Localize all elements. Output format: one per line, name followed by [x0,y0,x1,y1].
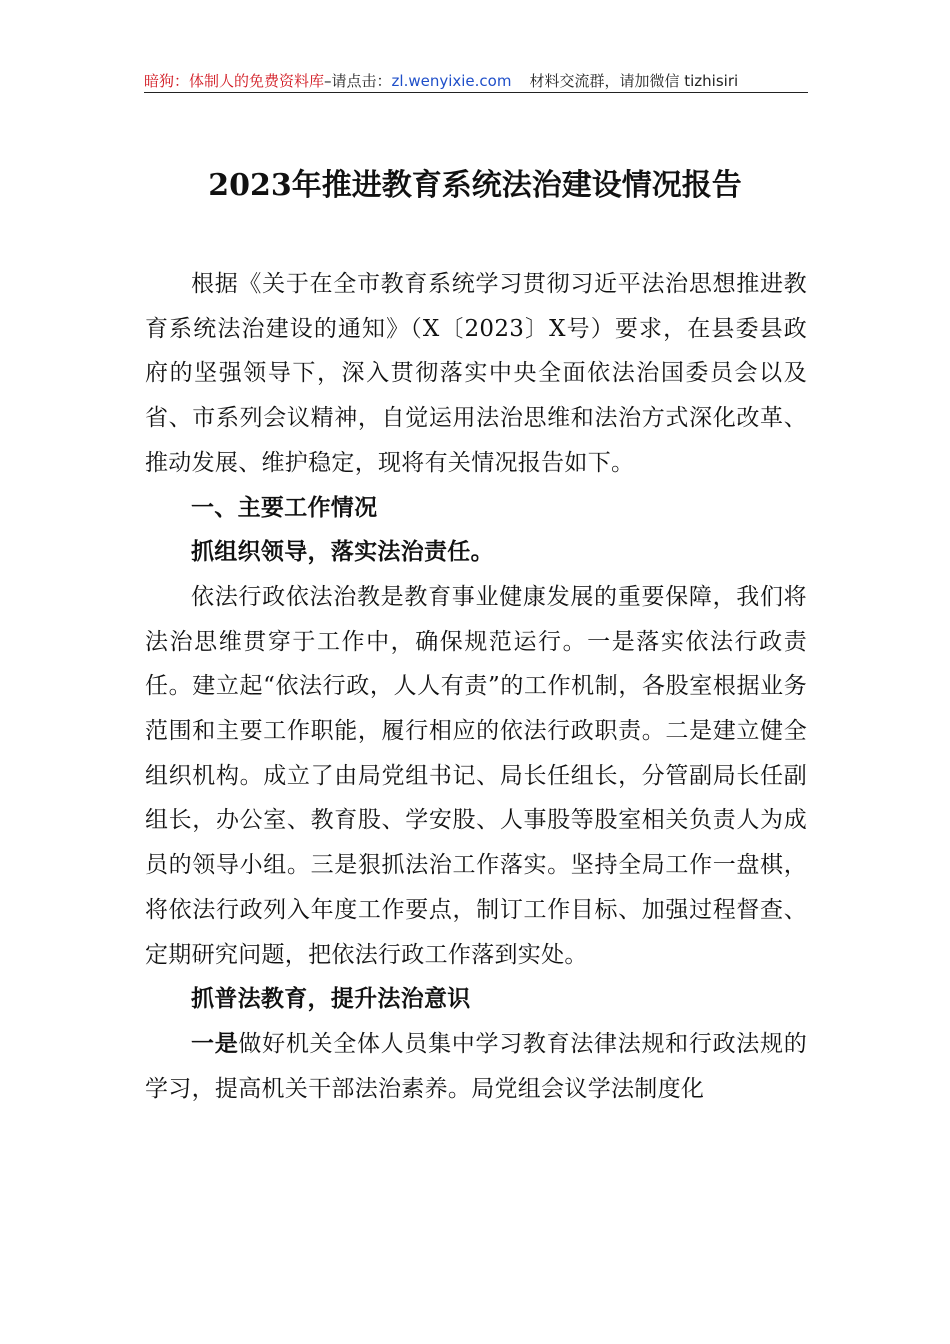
document-body [145,262,807,1111]
header-contact: 材料交流群，请加微信 tizhisiri [529,72,739,90]
header-link[interactable]: zl.wenyixie.com [391,72,512,90]
header-click-prompt: –请点击： [324,72,392,90]
paragraph-2-text: 做好机关全体人员集中学习教育法律法规和行政法规的学习，提高机关干部法治素养。局党组会议学法制度化 [145,1030,807,1102]
document-title: 2023年推进教育系统法治建设情况报告 [208,168,742,203]
intro-paragraph: 根据《关于在全市教育系统学习贯彻习近平法治思想推进教育系统法治建设的通知》（X〔2023〕X号）要求，在县委县政府的坚强领导下，深入贯彻落实中央全面依法治国委员会以及省、市系列会议精神，自觉运用法治思维和法治方式深化改革、推动发展、维护稳定，现将有关情况报告如下。 [145,271,807,476]
paragraph-2-lead: 一是 [191,1029,239,1057]
page-header [144,70,808,93]
paragraph-1: 依法行政依法治教是教育事业健康发展的重要保障，我们将法治思维贯穿于工作中，确保规范运行。一是落实依法行政责任。建立起“依法行政，人人有责”的工作机制，各股室根据业务范围和主要工作职能，履行相应的依法行政职责。二是建立健全组织机构。成立了由局党组书记、局长任组长，分管副局长任副组长，办公室、教育股、学安股、人事股等股室相关负责人为成员的领导小组。三是狠抓法治工作落实。坚持全局工作一盘棋，将依法行政列入年度工作要点，制订工作目标、加强过程督查、定期研究问题，把依法行政工作落到实处。 [145,583,807,968]
section-heading-1: 一、主要工作情况 [191,494,378,521]
paragraph-2 [145,1022,807,1111]
subheading-1: 抓组织领导，落实法治责任。 [191,539,494,566]
header-brand: 暗狗：体制人的免费资料库 [144,72,325,90]
subheading-2: 抓普法教育，提升法治意识 [191,986,471,1013]
